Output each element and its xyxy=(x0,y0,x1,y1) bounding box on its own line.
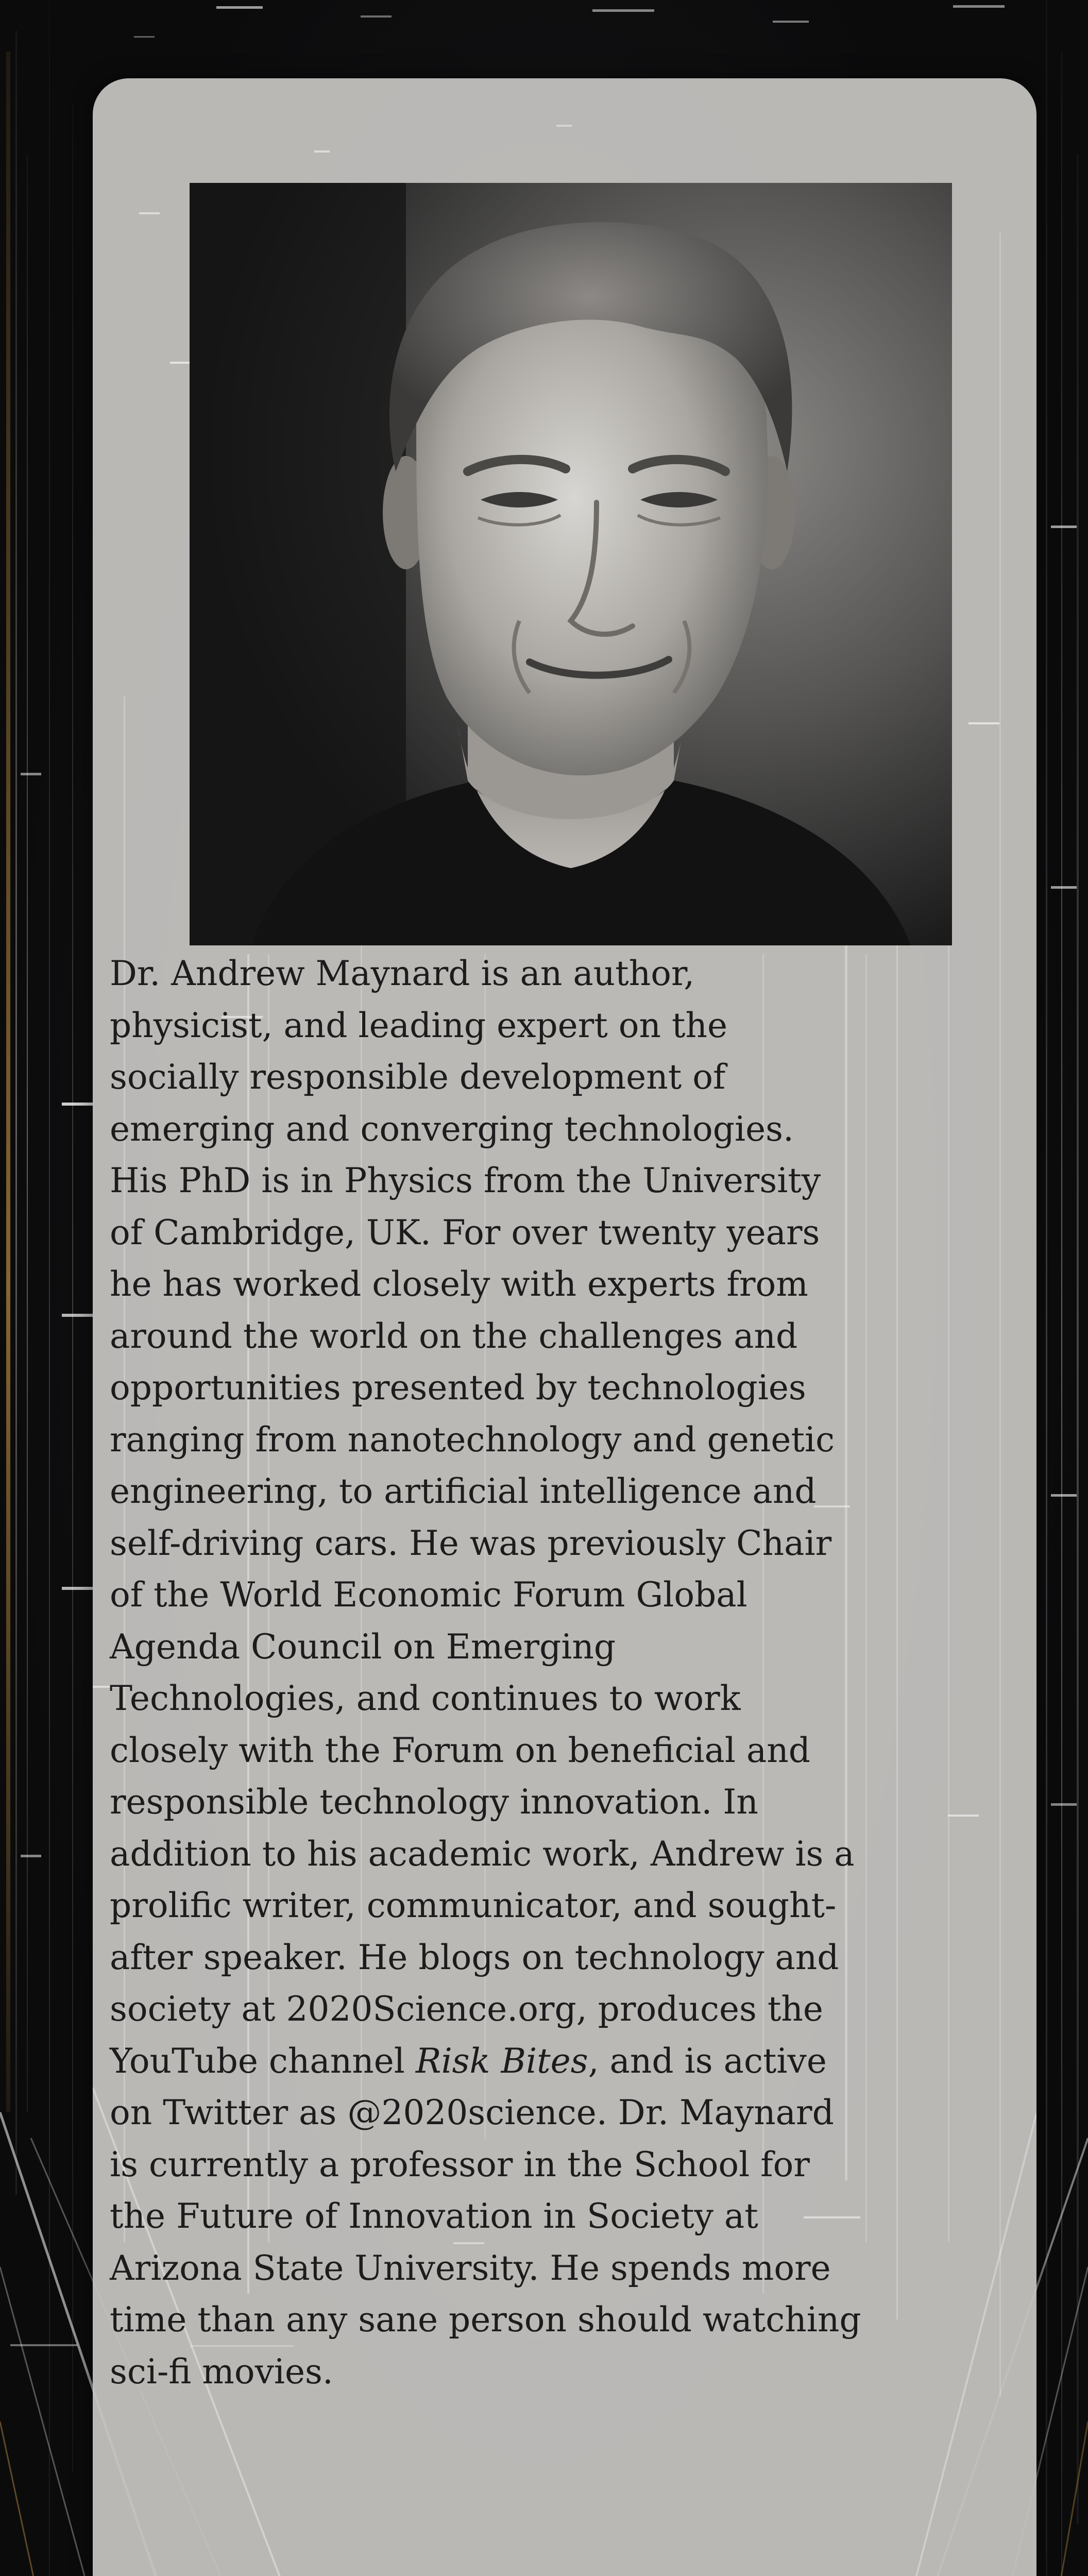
portrait-icon xyxy=(190,183,952,945)
author-biography xyxy=(110,948,862,2398)
bio-text-part2: , and is active on Twitter as @2020science. Dr. Maynard is currently a professor in the School for the Future of Innovation in Society at Arizona State University. He spends more time than any sane person should watching sci-fi movies. xyxy=(110,2041,861,2392)
author-portrait xyxy=(190,183,952,945)
risk-bites-title: Risk Bites xyxy=(415,2041,588,2081)
bio-text-part1: Dr. Andrew Maynard is an author, physicist, and leading expert on the socially responsible development of emerging and converging technologies. His PhD is in Physics from the University of Cambridge, UK. For over twenty years he has worked closely with experts from around the world on the challenges and opportunities presented by technologies ranging from nanotechnology and genetic engineering, to artificial intelligence and self-driving cars. He was previously Chair of the World Economic Forum Global Agenda Council on Emerging Technologies, and continues to work closely with the Forum on beneficial and responsible technology innovation. In addition to his academic work, Andrew is a prolific writer, communicator, and sought-after speaker. He blogs on technology and society at 2020Science.org, produces the YouTube channel xyxy=(110,954,855,2081)
